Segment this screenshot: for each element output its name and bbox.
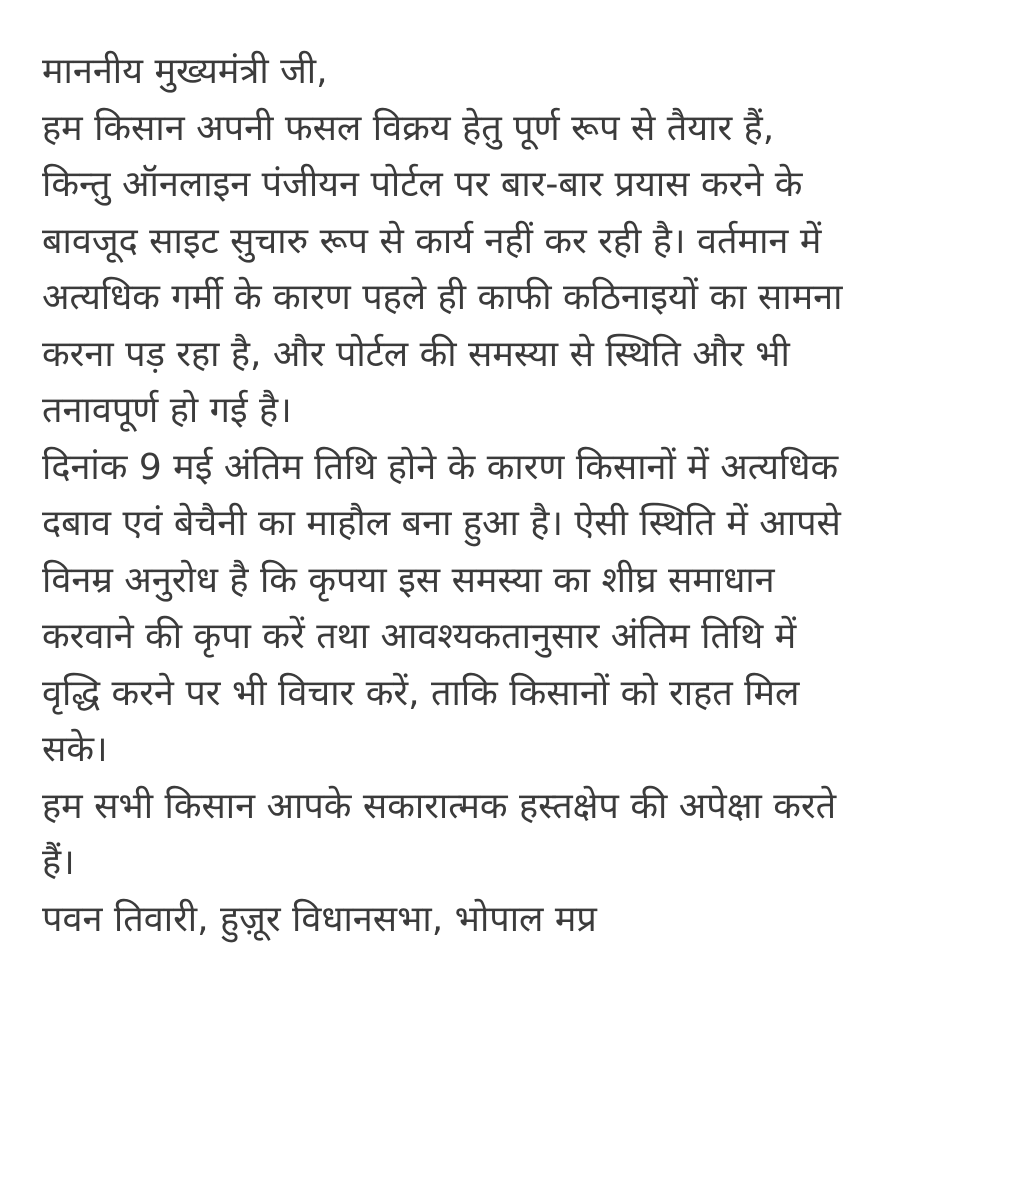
letter-line: विनम्र अनुरोध है कि कृपया इस समस्या का शीघ्र समाधान [42,559,775,601]
letter-line: दिनांक 9 मई अंतिम तिथि होने के कारण किसानों में अत्यधिक [42,446,839,488]
letter-line: हम सभी किसान आपके सकारात्मक हस्तक्षेप की अपेक्षा करते [42,785,837,827]
letter-line: करवाने की कृपा करें तथा आवश्यकतानुसार अंतिम तिथि में [42,616,797,657]
letter-line: किन्तु ऑनलाइन पंजीयन पोर्टल पर बार-बार प्रयास करने के [42,164,803,205]
letter-line: बावजूद साइट सुचारु रूप से कार्य नहीं कर रही है। वर्तमान में [42,220,822,262]
letter-body [42,44,992,948]
signature-line: पवन तिवारी, हुज़ूर विधानसभा, भोपाल मप्र [42,898,597,940]
letter-line: करना पड़ रहा है, और पोर्टल की समस्या से स्थिति और भी [42,333,790,375]
salutation-line: माननीय मुख्यमंत्री जी, [42,51,328,92]
letter-line: हैं। [42,842,75,883]
letter-line: वृद्धि करने पर भी विचार करें, ताकि किसानों को राहत मिल [42,672,800,714]
letter-line: सके। [42,729,108,770]
letter-line: अत्यधिक गर्मी के कारण पहले ही काफी कठिनाइयों का सामना [42,277,843,318]
letter-line: दबाव एवं बेचैनी का माहौल बना हुआ है। ऐसी स्थिति में आपसे [42,503,841,544]
letter-line: तनावपूर्ण हो गई है। [42,390,292,431]
letter-line: हम किसान अपनी फसल विक्रय हेतु पूर्ण रूप से तैयार हैं, [42,107,775,149]
